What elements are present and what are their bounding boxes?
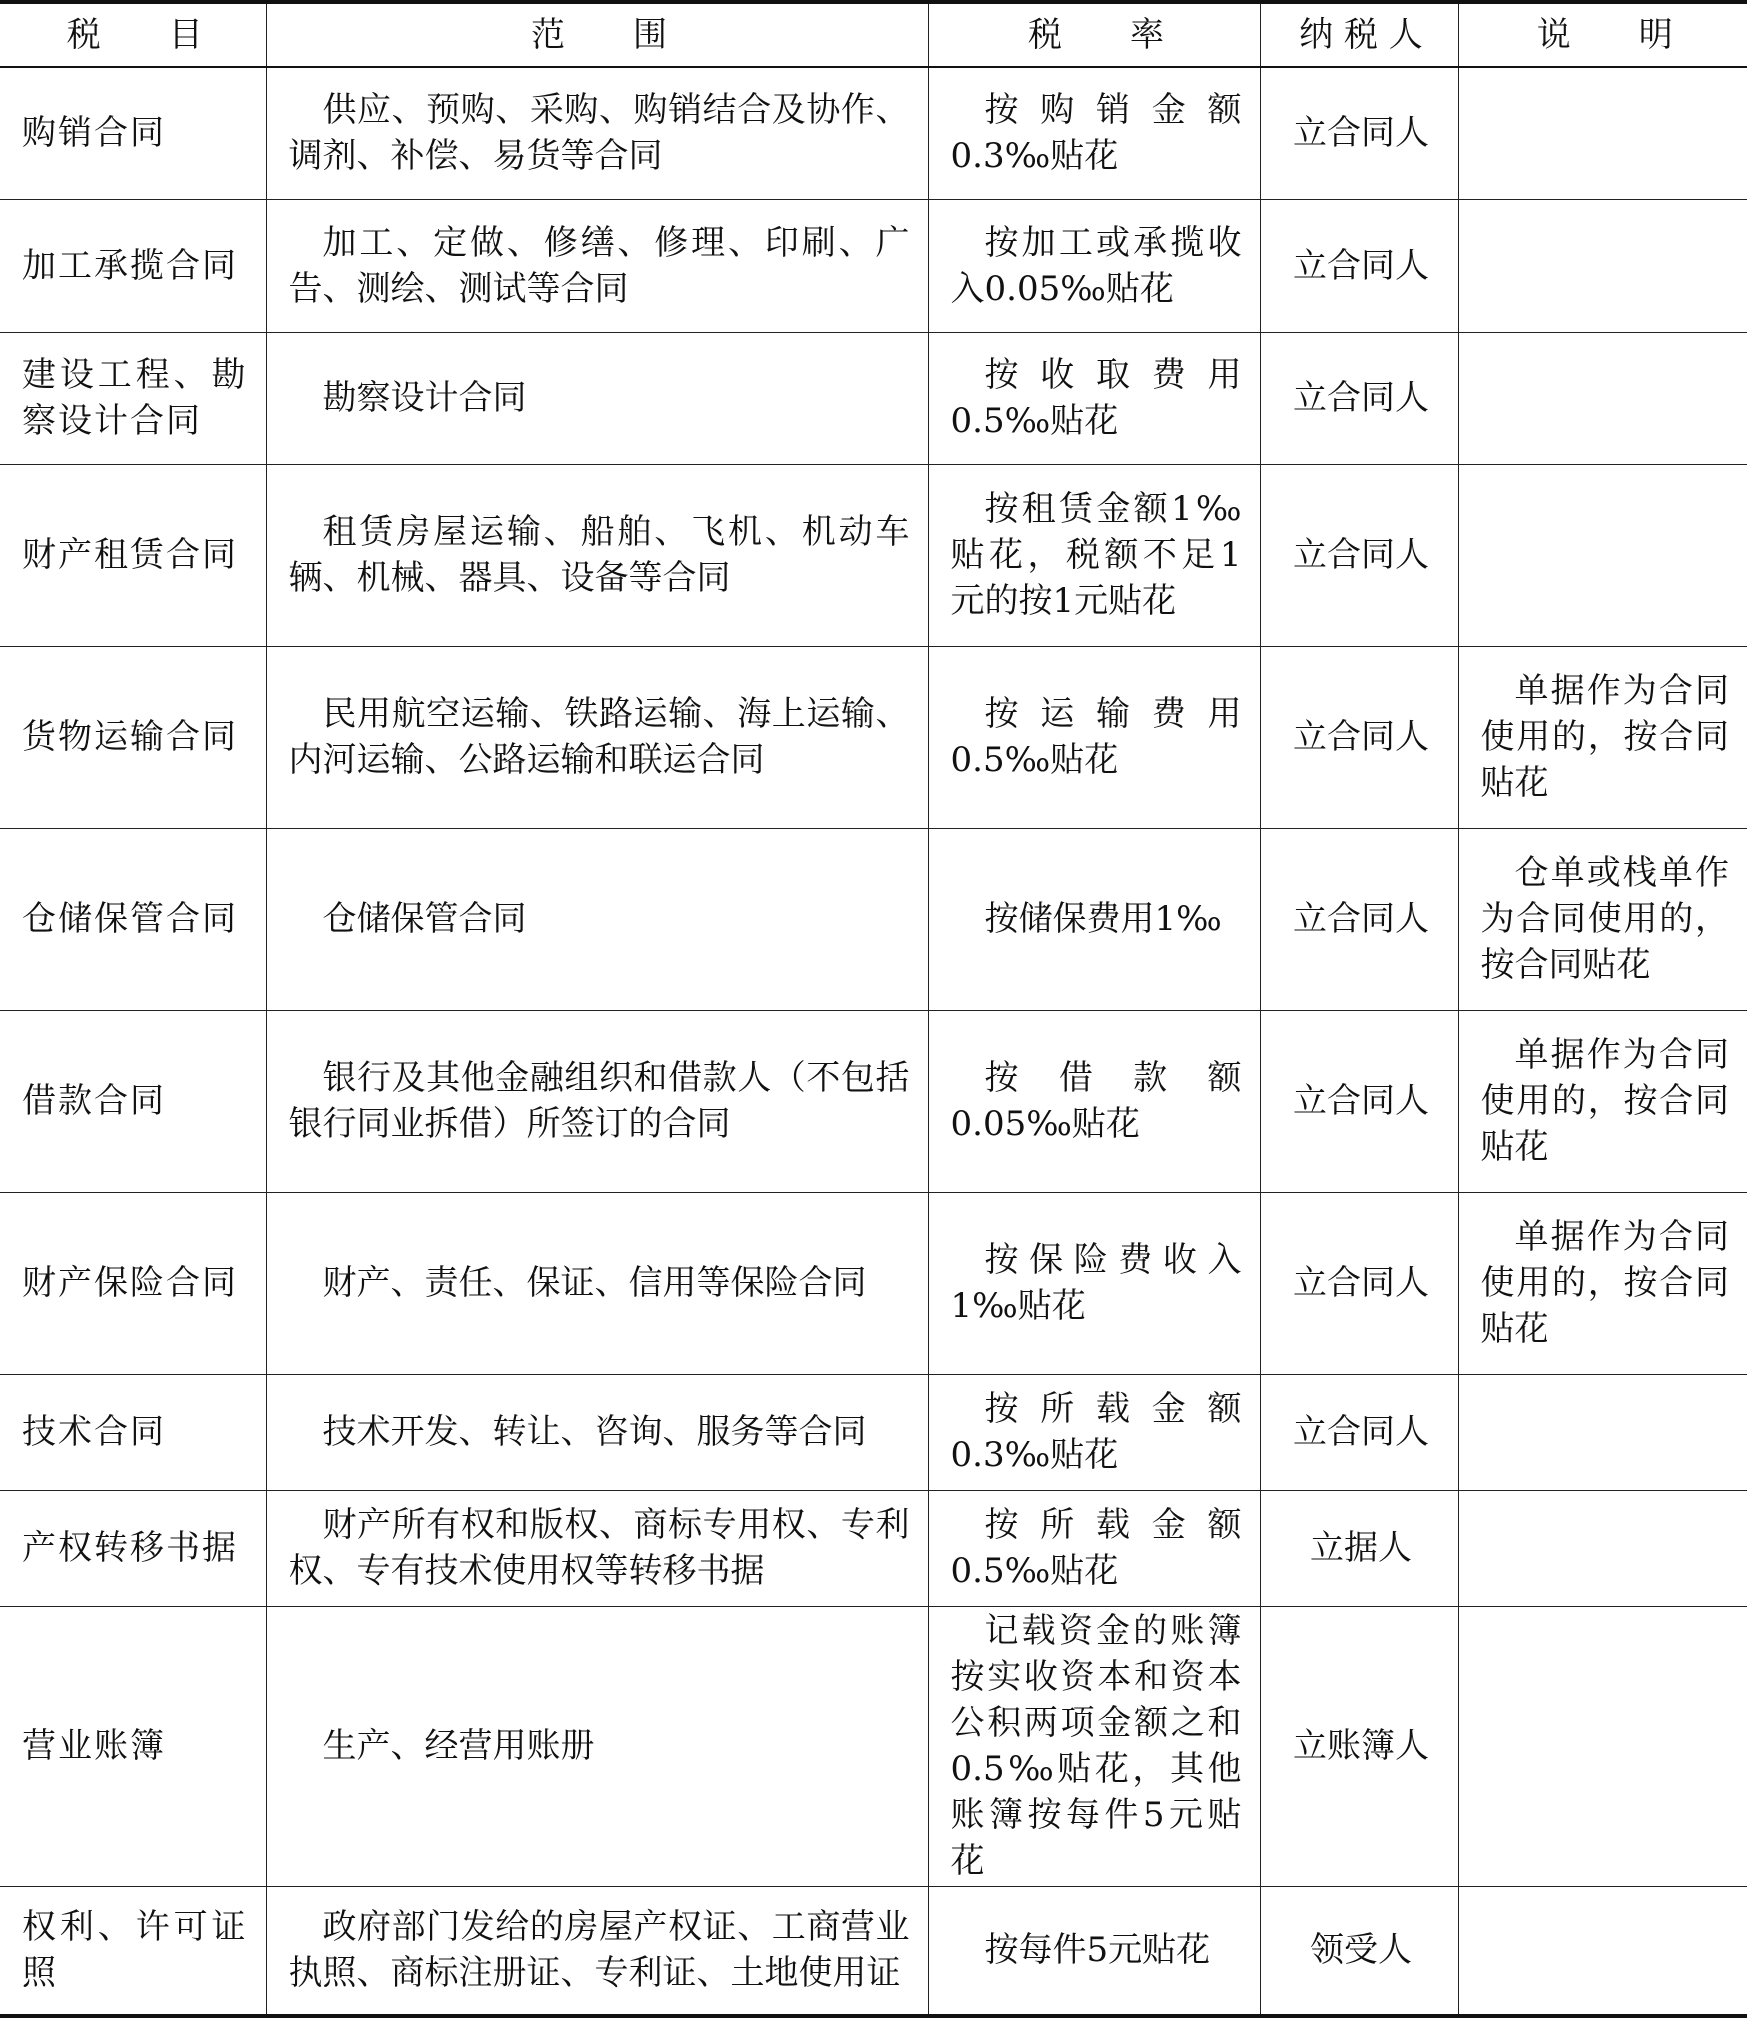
- table-row: [0, 646, 1747, 828]
- cell-scope: 供应、预购、采购、购销结合及协作、调剂、补偿、易货等合同: [266, 67, 928, 199]
- cell-note: 单据作为合同使用的，按合同贴花: [1458, 646, 1747, 828]
- cell-note: [1458, 67, 1747, 199]
- cell-tax-item: 财产租赁合同: [0, 464, 266, 646]
- header-scope: 范 围: [266, 2, 928, 67]
- cell-tax-rate: 按购销金额0.3‰贴花: [928, 67, 1260, 199]
- cell-tax-rate: 按每件5元贴花: [928, 1886, 1260, 2016]
- cell-taxpayer: 立合同人: [1260, 199, 1458, 332]
- cell-taxpayer: 立合同人: [1260, 646, 1458, 828]
- cell-taxpayer: 立合同人: [1260, 1192, 1458, 1374]
- cell-taxpayer: 领受人: [1260, 1886, 1458, 2016]
- cell-tax-rate: 按储保费用1‰: [928, 828, 1260, 1010]
- table-row: [0, 332, 1747, 464]
- cell-note: [1458, 1490, 1747, 1606]
- cell-tax-rate: 记载资金的账簿按实收资本和资本公积两项金额之和0.5‰贴花，其他账簿按每件5元贴花: [928, 1606, 1260, 1886]
- cell-tax-rate: 按所载金额0.5‰贴花: [928, 1490, 1260, 1606]
- header-tax-rate: 税 率: [928, 2, 1260, 67]
- table-row: [0, 1010, 1747, 1192]
- header-note: 说 明: [1458, 2, 1747, 67]
- cell-note: 单据作为合同使用的，按合同贴花: [1458, 1010, 1747, 1192]
- cell-scope: 加工、定做、修缮、修理、印刷、广告、测绘、测试等合同: [266, 199, 928, 332]
- table-row: [0, 1886, 1747, 2016]
- table-row: [0, 67, 1747, 199]
- cell-tax-item: 权利、许可证照: [0, 1886, 266, 2016]
- cell-scope: 银行及其他金融组织和借款人（不包括银行同业拆借）所签订的合同: [266, 1010, 928, 1192]
- cell-taxpayer: 立据人: [1260, 1490, 1458, 1606]
- cell-note: [1458, 1886, 1747, 2016]
- cell-scope: 财产、责任、保证、信用等保险合同: [266, 1192, 928, 1374]
- cell-taxpayer: 立合同人: [1260, 828, 1458, 1010]
- cell-taxpayer: 立合同人: [1260, 67, 1458, 199]
- cell-scope: 生产、经营用账册: [266, 1606, 928, 1886]
- cell-tax-item: 货物运输合同: [0, 646, 266, 828]
- cell-scope: 勘察设计合同: [266, 332, 928, 464]
- table-header: [0, 2, 1747, 67]
- table-row: [0, 199, 1747, 332]
- cell-tax-item: 产权转移书据: [0, 1490, 266, 1606]
- cell-tax-rate: 按运输费用0.5‰贴花: [928, 646, 1260, 828]
- header-taxpayer: 纳 税 人: [1260, 2, 1458, 67]
- header-row: [0, 2, 1747, 67]
- header-tax-item: 税 目: [0, 2, 266, 67]
- table-row: [0, 1192, 1747, 1374]
- cell-taxpayer: 立合同人: [1260, 1374, 1458, 1490]
- cell-tax-rate: 按保险费收入1‰贴花: [928, 1192, 1260, 1374]
- cell-note: 单据作为合同使用的，按合同贴花: [1458, 1192, 1747, 1374]
- table-row: [0, 828, 1747, 1010]
- table-row: [0, 464, 1747, 646]
- cell-scope: 租赁房屋运输、船舶、飞机、机动车辆、机械、器具、设备等合同: [266, 464, 928, 646]
- cell-tax-item: 技术合同: [0, 1374, 266, 1490]
- cell-tax-item: 财产保险合同: [0, 1192, 266, 1374]
- cell-tax-rate: 按收取费用0.5‰贴花: [928, 332, 1260, 464]
- table-row: [0, 1490, 1747, 1606]
- table-row: [0, 1374, 1747, 1490]
- cell-scope: 技术开发、转让、咨询、服务等合同: [266, 1374, 928, 1490]
- cell-note: [1458, 1374, 1747, 1490]
- cell-note: [1458, 332, 1747, 464]
- cell-tax-item: 营业账簿: [0, 1606, 266, 1886]
- cell-tax-rate: 按租赁金额1‰贴花，税额不足1元的按1元贴花: [928, 464, 1260, 646]
- cell-tax-item: 仓储保管合同: [0, 828, 266, 1010]
- cell-note: [1458, 199, 1747, 332]
- cell-tax-item: 借款合同: [0, 1010, 266, 1192]
- cell-taxpayer: 立账簿人: [1260, 1606, 1458, 1886]
- cell-scope: 仓储保管合同: [266, 828, 928, 1010]
- cell-note: [1458, 1606, 1747, 1886]
- table-row: [0, 1606, 1747, 1886]
- cell-scope: 财产所有权和版权、商标专用权、专利权、专有技术使用权等转移书据: [266, 1490, 928, 1606]
- cell-note: 仓单或栈单作为合同使用的，按合同贴花: [1458, 828, 1747, 1010]
- cell-tax-rate: 按所载金额0.3‰贴花: [928, 1374, 1260, 1490]
- cell-tax-rate: 按加工或承揽收入0.05‰贴花: [928, 199, 1260, 332]
- cell-tax-rate: 按借款额0.05‰贴花: [928, 1010, 1260, 1192]
- cell-scope: 民用航空运输、铁路运输、海上运输、内河运输、公路运输和联运合同: [266, 646, 928, 828]
- table-body: [0, 67, 1747, 2016]
- cell-taxpayer: 立合同人: [1260, 464, 1458, 646]
- cell-tax-item: 购销合同: [0, 67, 266, 199]
- cell-tax-item: 加工承揽合同: [0, 199, 266, 332]
- cell-scope: 政府部门发给的房屋产权证、工商营业执照、商标注册证、专利证、土地使用证: [266, 1886, 928, 2016]
- cell-note: [1458, 464, 1747, 646]
- cell-taxpayer: 立合同人: [1260, 332, 1458, 464]
- cell-tax-item: 建设工程、勘察设计合同: [0, 332, 266, 464]
- cell-taxpayer: 立合同人: [1260, 1010, 1458, 1192]
